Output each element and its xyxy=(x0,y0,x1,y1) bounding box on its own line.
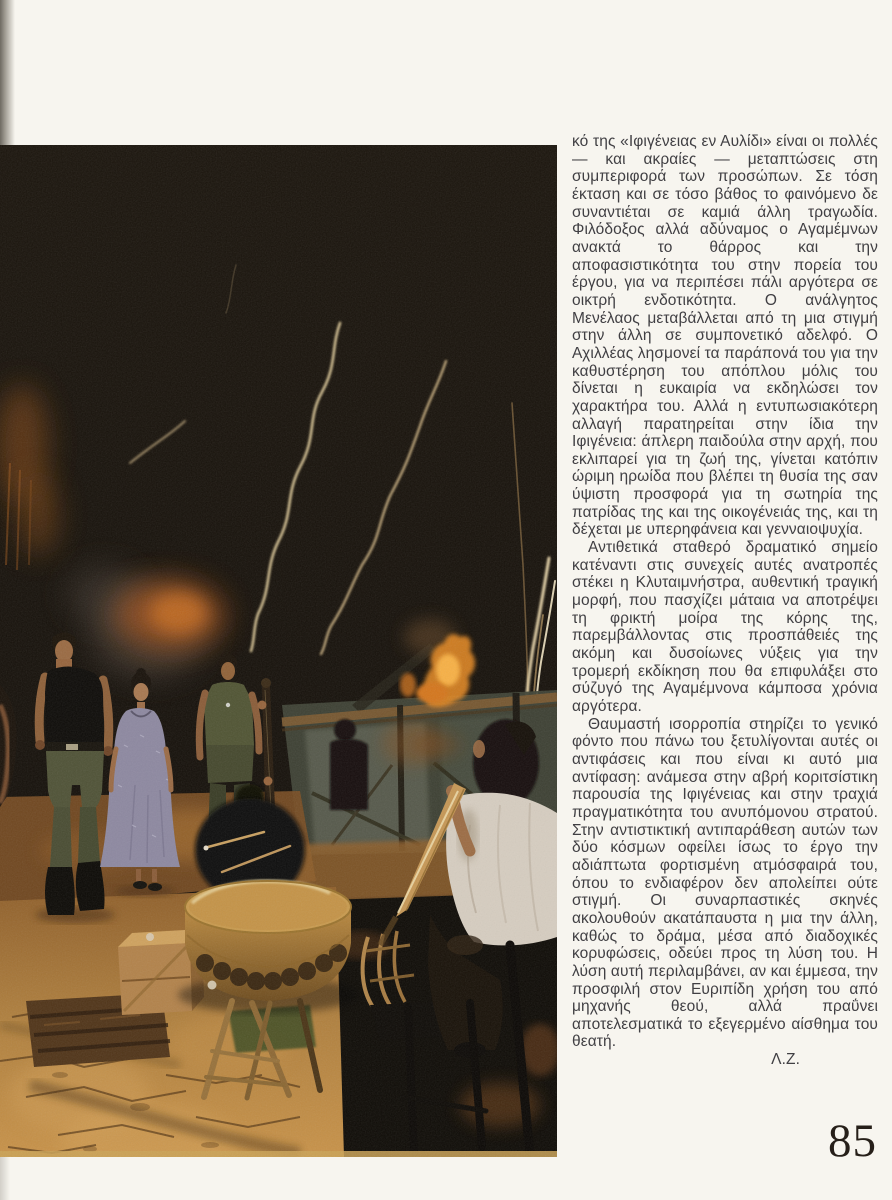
page-number: 85 xyxy=(828,1115,877,1167)
author-initials: Λ.Ζ. xyxy=(771,1051,800,1069)
film-grain-overlay xyxy=(0,145,557,1157)
performance-photo-art xyxy=(0,145,557,1157)
article-paragraph: κό της «Ιφιγένειας εν Αυλίδι» είναι οι πολλές — και ακραίες — μεταπτώσεις στη συμπεριφορά των προσώπων. Σε τόση έκταση και σε τόσο βάθος το φαινόμενο δε συναντιέται σε καμιά άλλη τραγωδία. Φιλόδοξος αλλά αδύναμος ο Αγαμέμνων ανακτά το θάρρος και την αποφασιστικότητα του στην πορεία του έργου, για να περιπέσει πάλι αργότερα σε οικτρή ενδοτικότητα. Ο ανάλγητος Μενέλαος μεταβάλλεται από τη μια στιγμή στην άλλη σε συμπονετικό αδελφό. Ο Αχιλλέας λησμονεί τα παράπονά του για την καθυστέρηση του απόπλου μόλις του δίνεται η ευκαιρία να εκδηλώσει τον χαρακτήρα του. Αλλά η εντυπωσιακότερη αλλαγή παρατηρείται στην ίδια την Ιφιγένεια: άπλερη παιδούλα στην αρχή, που εκλιπαρεί για τη ζωή της, γίνεται κατόπιν ώριμη ηρωίδα που βλέπει τη θυσία της σαν ύψιστη προσφορά για τη σωτηρία της πατρίδας της και της οικογένειάς της, και τη δέχεται με υπερηφάνεια και γενναιοψυχία. xyxy=(572,133,878,539)
performance-photo xyxy=(0,145,557,1157)
page-gutter-shadow xyxy=(0,0,15,146)
article-text-column xyxy=(572,133,878,1069)
article-paragraph: Θαυμαστή ισορροπία στηρίζει το γενικό φόντο που πάνω του ξετυλίγονται αυτές οι αντιφάσεις και που είναι κι αυτό μια αντίφαση: ανάμεσα στην αβρή κοριτσίστικη παρουσία της Ιφιγένειας και στην τραχιά πραγματικότητα του ανυπόμονου στρατού. Στην αντιστικτική αντιπαράθεση αυτών των δύο κόσμων οφείλει ίσως το έργο την αδιάπτωτα φορτισμένη ατμόσφαιρά του, όπου το ενδιαφέρον δεν απολείπει ούτε στιγμή. Οι συναρπαστικές σκηνές ακολουθούν ακατάπαυστα η μια την άλλη, καθώς το δράμα, μέσα από διαδοχικές κορυφώσεις, οδεύει προς τη λύση του. Η λύση αυτή περιλαμβάνει, αν και έμμεσα, την προσφιλή στον Ευριπίδη χρήση του από μηχανής θεού, αλλά πραΰνει αποτελεσματικά το εξεγερμένο αίσθημα του θεατή. xyxy=(572,715,878,1051)
page-gutter-shadow-bottom xyxy=(0,1156,10,1200)
article-paragraph: Αντιθετικά σταθερό δραματικό σημείο κατέναντι στις συνεχείς αυτές ανατροπές στέκει η Κλυταιμνήστρα, αυθεντική τραγική μορφή, που πασχίζει μάταια να αποτρέψει τη φρικτή μοίρα της κόρης της, παρεμβάλλοντας στις προσπάθειές της ακόμη και δυσοίωνες νύξεις για την τρομερή εκδίκηση που θα επιφυλάξει στο σύζυγό της Αγαμέμνονα κάμποσα χρόνια αργότερα. xyxy=(572,539,878,715)
